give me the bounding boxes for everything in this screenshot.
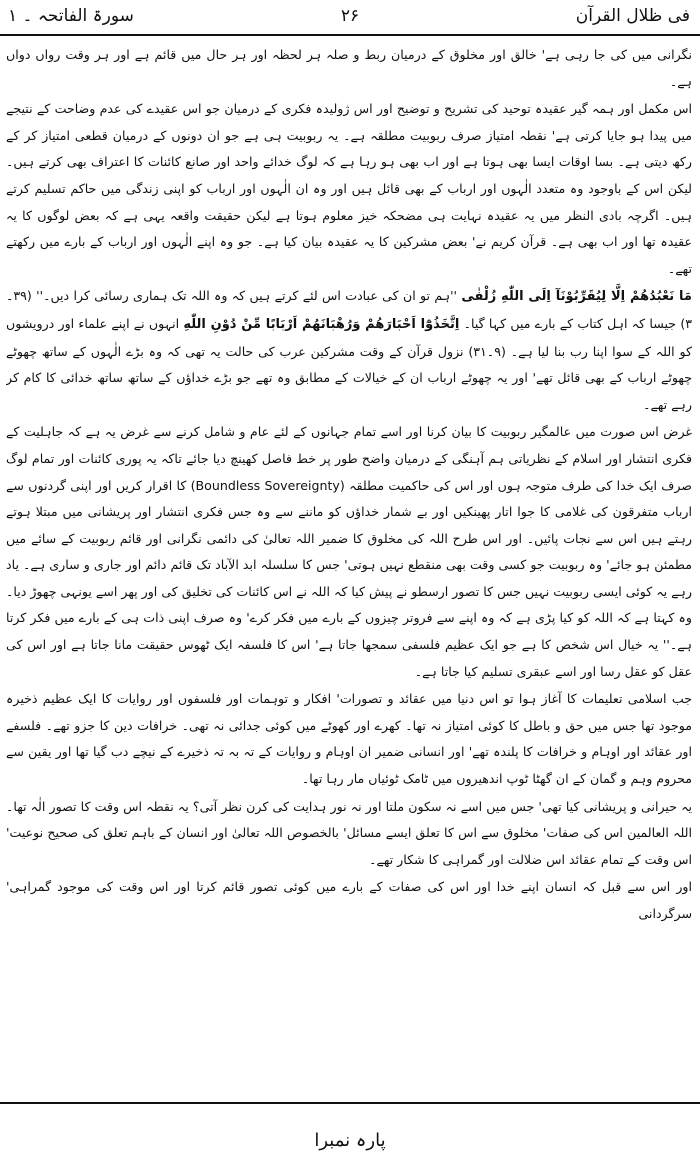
paragraph: اس مکمل اور ہمہ گیر عقیدہ توحید کی تشریح و توضیح اور اس ژولیدہ فکری کے درمیان جو اس عقیدے کی عدم وضاحت کے نتیجے میں پیدا ہو جایا کرتی ہے' نقطہ امتیاز صرف ربوبیت مطلقہ ہے۔ یہ ربوبیت ہی ہے جو ان دونوں کے درمیان قطعی امتیاز کر کے رکھ دیتی ہے۔ بسا اوقات ایسا بھی ہوتا ہے اور اب بھی ہو رہا ہے کہ لوگ خدائے واحد اور صانع کائنات کا اعتراف بھی کرتے ہیں۔ لیکن اس کے باوجود وہ متعدد الٰہوں اور ارباب کے بھی قائل ہیں اور وہ ان الٰہوں اور ارباب کو اپنی زندگی میں حاکم تسلیم کرتے ہیں۔ اگرچہ بادی النظر میں یہ عقیدہ نہایت ہی مضحکہ خیز معلوم ہوتا ہے لیکن حقیقت واقعہ یہی ہے کہ بعض لوگوں کا یہ عقیدہ تھا اور اب بھی ہے۔ قرآن کریم نے' بعض مشرکین کا یہ عقیدہ بیان کیا ہے۔ جو وہ اپنے الٰہوں اور ارباب کے بارے میں رکھتے تھے۔ xyxy=(6,101,692,276)
quran-verse: اِتَّخَذُوْٓا اَحْبَارَهُمْ وَرُهْبَانَهُمْ اَرْبَابًا مِّنْ دُوْنِ اللّٰهِ xyxy=(183,316,460,332)
verse-line xyxy=(6,283,692,418)
page-header xyxy=(0,0,700,36)
footer-divider xyxy=(0,1102,700,1104)
verse-reference: (۳۹۔۳) جیسا کہ اہل کتاب کے بارے میں کہا گیا۔ xyxy=(6,288,692,331)
surah-label: سورۃ الفاتحہ ۔ ۱ xyxy=(8,6,134,26)
paragraph: انہوں نے اپنے علماء اور درویشوں کو اللہ کے سوا اپنا رب بنا لیا ہے۔ (۹۔۳۱) نزول قرآن کے وقت مشرکین عرب کی حالت یہ تھی کہ وہ بڑے الٰہوں کے ساتھ چھوٹے چھوٹے ارباب کے بھی قائل تھے' اور یہ چھوٹے ارباب ان کے خیالات کے مطابق وہ تھے جو بڑے خداؤں کے ساتھ ساتھ خدائی کا کام کر رہے تھے۔ xyxy=(6,315,692,412)
page-number: ۲۶ xyxy=(340,6,360,26)
paragraph: نگرانی میں کی جا رہی ہے' خالق اور مخلوق کے درمیان ربط و صلہ ہر لحظہ اور ہر حال میں قائم ہے اور ہر وقت رواں دواں ہے۔ xyxy=(6,47,692,89)
paragraph: یہ حیرانی و پریشانی کیا تھی' جس میں اسے نہ سکون ملتا اور نہ نور ہدایت کی کرن نظر آتی؟ یہ نقطہ اس وقت کا تصور الٰہ تھا۔ اللہ العالمین اس کی صفات' مخلوق سے اس کا تعلق ایسے مسائل' بالخصوص اللہ تعالیٰ اور انسان کے باہم تعلق کی صحیح نوعیت' اس وقت کے تمام عقائد اس ضلالت اور گمراہی کا شکار تھے۔ xyxy=(6,798,692,867)
paragraph: غرض اس صورت میں عالمگیر ربوبیت کا بیان کرنا اور اسے تمام جہانوں کے لئے عام و شامل کرنے سے غرض یہ ہے کہ جاہلیت کے فکری انتشار اور اسلام کے نظریاتی ہم آہنگی کے درمیان واضح طور پر خط فاصل کھینچ دیا جائے تاکہ یہ پوری کائنات اور تمام لوگ صرف ایک خدا کی طرف متوجہ ہوں اور اس کی حاکمیت مطلقہ (Boundless Sovereignty) کا اقرار کریں اور اپنی گردنوں سے ارباب متفرقون کی غلامی کا جوا اتار پھینکیں اور بے شمار خداؤں کو ماننے سے وہ جس فکری انتشار اور پریشانی میں مبتلا ہوتے رہتے ہیں اس سے نجات پائیں۔ اور اس طرح اللہ کی مخلوق کا ضمیر اللہ تعالیٰ کی دائمی نگرانی اور قائم ربوبیت کے سائے میں مطمئن ہو جائے' وہ ربوبیت جو کسی وقت بھی منقطع نہیں ہوتی' جس کا سلسلہ ابد الآباد تک قائم دائم اور جاری و ساری ہے۔ یاد رہے یہ کوئی ایسی ربوبیت نہیں جس کا تصور ارسطو نے پیش کیا کہ اللہ نے اس کائنات کی تخلیق کی اور پھر اسے یونہی چھوڑ دیا۔ وہ کہتا ہے کہ اللہ کو کیا پڑی ہے کہ وہ اپنے سے فروتر چیزوں کے بارے میں فکر کرے' وہ صرف اپنی ذات ہی کے بارے میں فکر کرتا ہے۔'' یہ خیال اس شخص کا ہے جو ایک عظیم فلسفی سمجھا جاتا ہے' اس کا فلسفہ ایک ٹھوس حقیقت مانا جاتا ہے اور اس کی عقل کو عقل رسا اور اسے عبقری تسلیم کیا جاتا ہے۔ xyxy=(6,424,692,679)
book-title: فی ظلال القرآن xyxy=(575,6,690,26)
body-text xyxy=(6,42,692,1082)
verse-meaning: ''ہم تو ان کی عبادت اس لئے کرتے ہیں کہ وہ اللہ تک ہماری رسائی کرا دیں۔'' xyxy=(36,288,458,304)
paragraph: جب اسلامی تعلیمات کا آغاز ہوا تو اس دنیا میں عقائد و تصورات' افکار و توہمات اور فلسفوں اور روایات کا ایک عظیم ذخیرہ موجود تھا جس میں حق و باطل کا کوئی امتیاز نہ تھا۔ کھرے اور کھوٹے میں کوئی جدائی نہ تھی۔ خرافات دین کا جزو تھے۔ فلسفے اور عقائد اور اوہام و خرافات کا پلندہ تھے' اور انسانی ضمیر ان اوہام و روایات کے تہ بہ تہ ذخیرے کے نیچے دب گیا تھا اور یقین سے محروم وہم و گمان کے ان گھٹا ٹوپ اندھیروں میں ٹامک ٹوئیاں مار رہا تھا۔ xyxy=(6,691,692,787)
paragraph: اور اس سے قبل کہ انسان اپنے خدا اور اس کی صفات کے بارے میں کوئی تصور قائم کرتا اور اس وقت کی موجود گمراہی' سرگردانی xyxy=(6,879,692,921)
para-label: پارہ نمبرا xyxy=(314,1130,386,1151)
quran-verse: مَا نَعْبُدُهُمْ اِلَّا لِيُقَرِّبُوْنَآ اِلَى اللّٰهِ زُلْفٰى xyxy=(461,289,692,305)
